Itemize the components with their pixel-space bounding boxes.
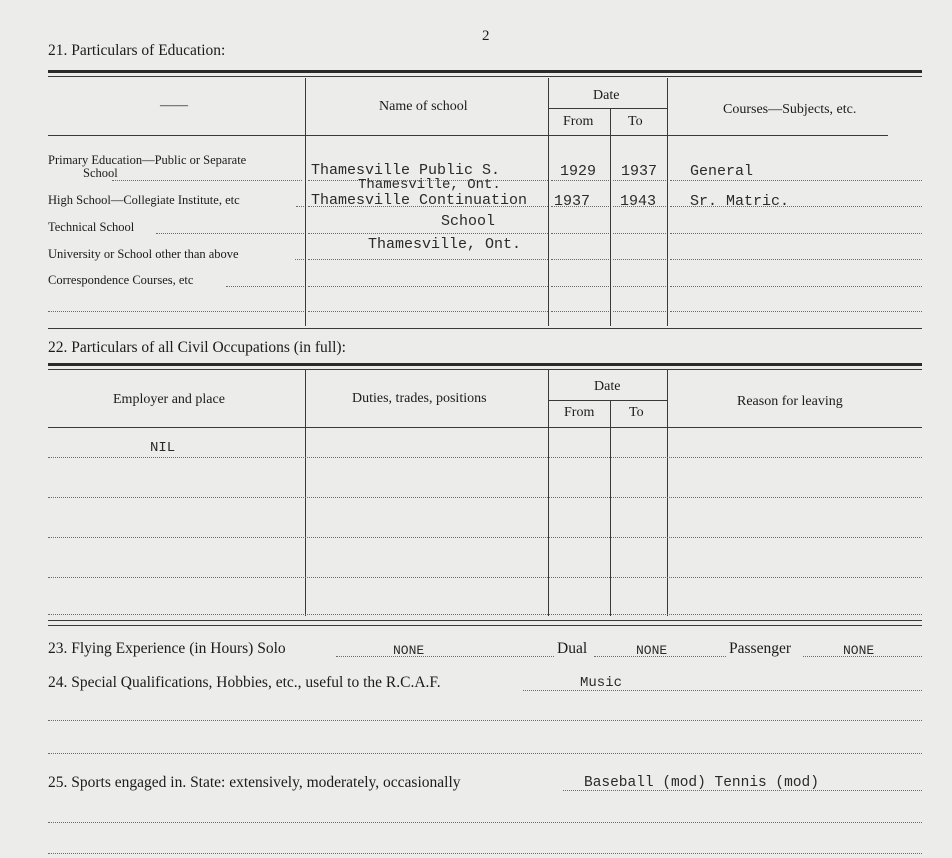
education-bottom-rule (48, 328, 922, 329)
occupations-header-rule (48, 427, 922, 428)
duties-header: Duties, trades, positions (352, 391, 487, 406)
name-of-school-header: Name of school (379, 99, 468, 114)
high-school-name-cont: School (441, 213, 496, 230)
education-section-title: 21. Particulars of Education: (48, 42, 226, 59)
employer-header: Employer and place (113, 392, 225, 407)
high-school-name: Thamesville Continuation (311, 192, 528, 209)
row-label-university: University or School other than above (48, 247, 239, 261)
sports-label: 25. Sports engaged in. State: extensively, moderately, occasionally (48, 774, 461, 791)
dual-label: Dual (557, 640, 588, 657)
employer-entry: NIL (150, 440, 176, 456)
from-header: From (563, 114, 594, 129)
occupations-date-header: Date (594, 379, 621, 394)
date-header: Date (593, 88, 620, 103)
primary-school-name: Thamesville Public S. (311, 162, 501, 179)
primary-course: General (690, 163, 754, 180)
passenger-hours: NONE (843, 643, 875, 658)
high-to-year: 1943 (620, 193, 657, 210)
education-dash-header: —— (160, 98, 188, 113)
occupations-from-header: From (564, 405, 595, 420)
high-course: Sr. Matric. (690, 193, 790, 210)
high-from-year: 1937 (554, 193, 591, 210)
education-col-divider (305, 78, 306, 326)
page-number: 2 (482, 28, 490, 44)
occupations-top-rule (48, 363, 922, 366)
flying-label: 23. Flying Experience (in Hours) Solo (48, 640, 286, 657)
passenger-label: Passenger (729, 640, 791, 657)
dual-hours: NONE (636, 643, 668, 658)
primary-school-place: Thamesville, Ont. (358, 177, 501, 193)
high-school-place: Thamesville, Ont. (368, 236, 522, 253)
occupations-bottom-rule (48, 625, 922, 626)
education-header-rule (48, 135, 888, 136)
row-label-high-school: High School—Collegiate Institute, etc (48, 193, 240, 207)
occupations-section-title: 22. Particulars of all Civil Occupations (in full): (48, 339, 346, 356)
occupations-to-header: To (629, 405, 644, 420)
row-label-technical: Technical School (48, 220, 135, 234)
sports-value: Baseball (mod) Tennis (mod) (584, 775, 819, 791)
row-label-primary: Primary Education—Public or Separate (48, 153, 247, 167)
qualifications-value: Music (580, 675, 623, 691)
solo-hours: NONE (393, 643, 425, 658)
education-top-rule (48, 70, 922, 73)
row-label-correspondence: Correspondence Courses, etc (48, 273, 194, 287)
reason-header: Reason for leaving (737, 394, 843, 409)
primary-to-year: 1937 (621, 163, 658, 180)
to-header: To (628, 114, 643, 129)
row-label-primary-school: School (83, 166, 118, 180)
primary-from-year: 1929 (560, 163, 597, 180)
courses-header: Courses—Subjects, etc. (723, 102, 857, 117)
qualifications-label: 24. Special Qualifications, Hobbies, etc., useful to the R.C.A.F. (48, 674, 441, 691)
